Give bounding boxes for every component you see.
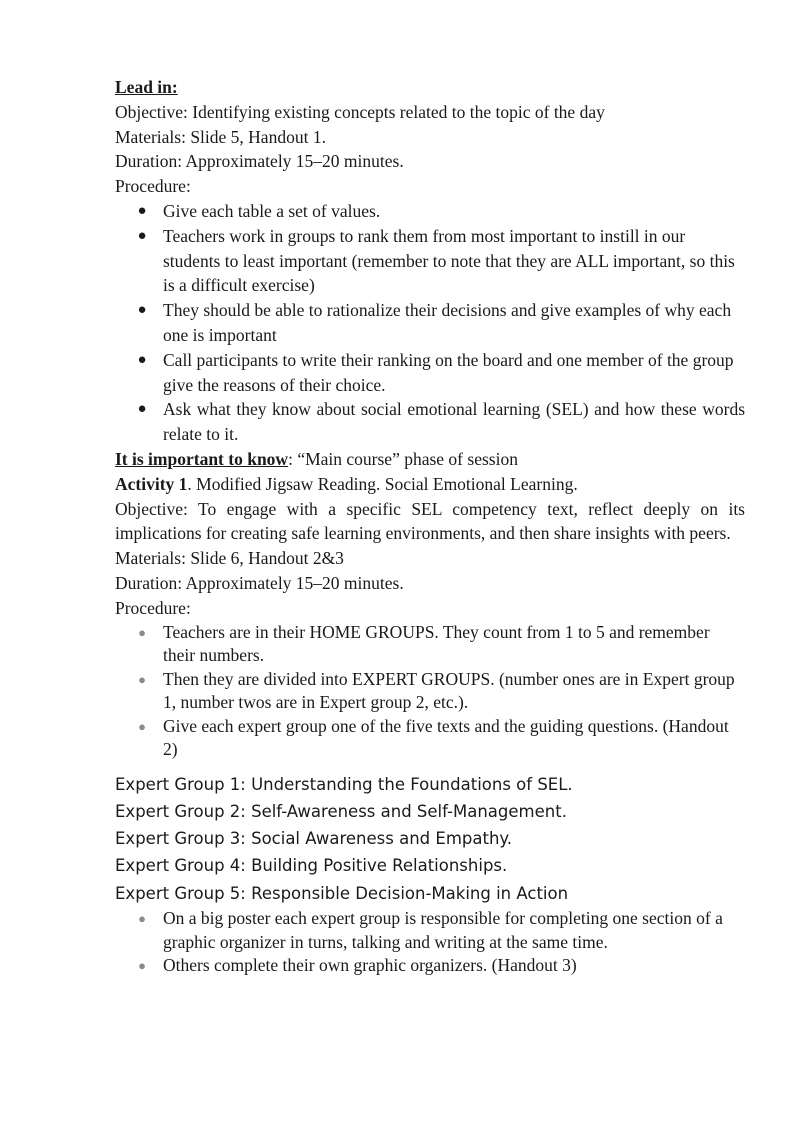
important-text: : “Main course” phase of session (288, 448, 518, 469)
activity-procedure-label: Procedure: (115, 597, 191, 618)
activity-materials: Materials: Slide 6, Handout 2&3 (115, 548, 344, 569)
bullet-icon: ● (138, 671, 146, 687)
list-item: ● On a big poster each expert group is responsible for completing one section of a graphic organizer in turns, talking and writing at the same time. (163, 907, 745, 954)
list-item: ● Teachers work in groups to rank them from most important to instill in our students to least important (remember to note that they are ALL important, so this is a difficult exercise) (137, 225, 735, 296)
important-label: It is important to know (115, 448, 289, 469)
lead-in-materials: Materials: Slide 5, Handout 1. (115, 126, 326, 147)
activity-title-bold: Activity 1 (115, 473, 188, 494)
list-item: ● Then they are divided into EXPERT GROUPS. (number ones are in Expert group 1, number twos are in Expert group 2, etc.). (163, 668, 745, 715)
lead-in-heading-text: Lead in: (115, 77, 178, 97)
expert-group-item: Expert Group 5: Responsible Decision-Making in Action (115, 883, 569, 903)
expert-group-item: Expert Group 3: Social Awareness and Empathy. (115, 829, 513, 849)
list-item: ● They should be able to rationalize their decisions and give examples of why each one is important (137, 300, 732, 345)
bullet-icon: ● (137, 302, 147, 319)
activity-title (115, 472, 745, 497)
expert-group-item: Expert Group 4: Building Positive Relationships. (115, 856, 508, 876)
bullet-icon: ● (138, 624, 146, 640)
lead-in-heading (115, 75, 745, 100)
important-note (115, 447, 745, 472)
expert-group-list (115, 771, 745, 907)
list-item: ● Others complete their own graphic organizers. (Handout 3) (163, 954, 745, 978)
bullet-icon: ● (138, 911, 146, 927)
activity-final-list (115, 907, 745, 978)
expert-group-item: Expert Group 2: Self-Awareness and Self-Management. (115, 801, 567, 821)
bullet-icon: ● (137, 202, 147, 219)
document-body (115, 75, 745, 978)
bullet-icon: ● (138, 718, 146, 734)
bullet-icon: ● (137, 351, 147, 368)
lead-in-procedure-label: Procedure: (115, 176, 191, 197)
list-item: ● Teachers are in their HOME GROUPS. They count from 1 to 5 and remember their numbers. (163, 621, 745, 668)
bullet-icon: ● (137, 227, 147, 244)
expert-group-item: Expert Group 1: Understanding the Foundations of SEL. (115, 774, 573, 794)
list-item: ● Ask what they know about social emotional learning (SEL) and how these words relate to it. (137, 399, 745, 445)
list-item: ● Give each table a set of values. (163, 199, 745, 224)
lead-in-duration: Duration: Approximately 15–20 minutes. (115, 151, 404, 172)
lead-in-procedure-list (115, 199, 745, 447)
lead-in-objective: Objective: Identifying existing concepts related to the topic of the day (115, 101, 605, 122)
bullet-icon: ● (137, 401, 147, 418)
list-item: ● Give each expert group one of the five texts and the guiding questions. (Handout 2) (163, 715, 745, 762)
activity-duration: Duration: Approximately 15–20 minutes. (115, 572, 404, 593)
activity-procedure-list (115, 621, 745, 762)
activity-objective: Objective: To engage with a specific SEL competency text, reflect deeply on its implications for creating safe learning environments, and then share insights with peers. (115, 498, 745, 544)
list-item: ● Call participants to write their ranking on the board and one member of the group give the reasons of their choice. (137, 349, 734, 395)
bullet-icon: ● (138, 958, 146, 974)
activity-title-rest: . Modified Jigsaw Reading. Social Emotional Learning. (187, 473, 578, 494)
